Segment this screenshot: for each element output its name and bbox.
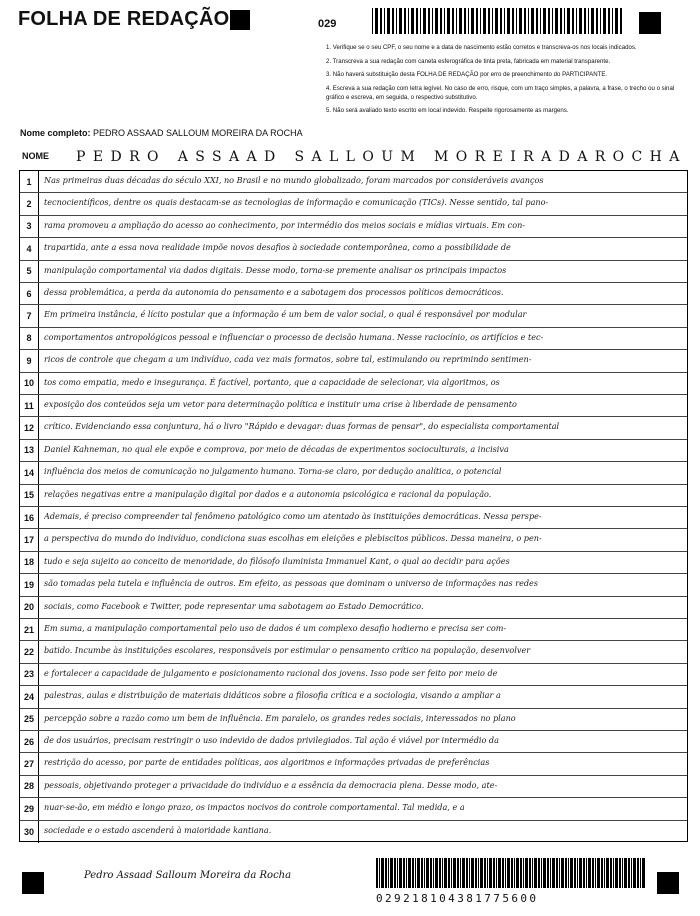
essay-line [20, 261, 687, 283]
essay-line [20, 641, 687, 663]
line-text: trapartida, ante a essa nova realidade impõe novos desafios à sociedade contemporânea, como a possibilidade de [44, 242, 511, 253]
line-text: comportamentos antropológicos pessoal e influenciar o processo de decisão humana. Nesse raciocínio, os artifícios e tec- [44, 331, 544, 342]
name-label: NOME [22, 151, 49, 161]
line-number: 7 [20, 305, 39, 326]
line-text: batido. Incumbe às instituições escolares, responsáveis por estimular o pensamento crítico na população, desenvolver [44, 645, 531, 656]
instructions-list [326, 43, 692, 120]
line-number: 22 [20, 641, 39, 662]
line-number: 30 [20, 821, 39, 843]
line-text: ricos de controle que chegam a um indivíduo, cada vez mais formatos, sobre tal, estimulando ou reprimindo sentimen- [44, 354, 532, 365]
line-number: 3 [20, 216, 39, 237]
handwritten-name: PEDRO ASSAAD SALLOUM MOREIRADAROCHA [76, 149, 687, 165]
line-text: dessa problemática, a perda da autonomia do pensamento e a sabotagem dos processos políticos democráticos. [44, 287, 504, 297]
line-text: são tomadas pela tutela e influência de outros. Em efeito, as pessoas que dominam o universo de informações nas redes [44, 578, 539, 589]
line-number: 18 [20, 552, 39, 573]
line-text: Em primeira instância, é lícito postular que a informação é um bem de valor social, o qual é responsável por modular [44, 309, 527, 320]
registration-mark-bottom-right [657, 872, 679, 894]
essay-line [20, 238, 687, 260]
essay-line [20, 731, 687, 753]
essay-line [20, 686, 687, 708]
line-text: sociedade e o estado ascenderá à maioridade kantiana. [44, 824, 272, 835]
essay-line [20, 328, 687, 350]
registration-mark-top-right [639, 12, 661, 34]
line-number: 17 [20, 529, 39, 550]
essay-line [20, 283, 687, 305]
registration-mark-top-left [230, 10, 250, 30]
line-text: influência dos meios de comunicação no julgamento humano. Torna-se claro, por dedução analítica, o potencial [44, 466, 502, 477]
line-text: Nas primeiras duas décadas do século XXI, no Brasil e no mundo globalizado, foram marcados por consideráveis avanços [44, 175, 544, 185]
line-text: percepção sobre a razão como um bem de influência. Em paralelo, os grandes redes sociais, interessados no plano [44, 712, 516, 723]
full-name-label: Nome completo: [20, 128, 91, 138]
line-number: 21 [20, 619, 39, 640]
essay-line [20, 440, 687, 462]
essay-line [20, 462, 687, 484]
essay-line [20, 417, 687, 439]
essay-line [20, 529, 687, 551]
instruction-item: 1. Verifique se o seu CPF, o seu nome e a data de nascimento estão corretos e transcreva-os nos locais indicados. [326, 44, 637, 51]
line-text: manipulação comportamental via dados digitais. Desse modo, torna-se premente analisar os principais impactos [44, 264, 507, 275]
line-number: 6 [20, 283, 39, 304]
instruction-item: 5. Não será avaliado texto escrito em local indevido. Respeite rigorosamente as margens. [326, 107, 569, 114]
line-number: 12 [20, 417, 39, 438]
sheet-number: 029 [318, 18, 337, 30]
line-text: pessoais, objetivando proteger a privacidade do indivíduo e a essência da democracia plena. Desse modo, ate- [44, 779, 498, 790]
essay-line [20, 305, 687, 327]
line-number: 23 [20, 664, 39, 685]
essay-line [20, 373, 687, 395]
essay-line [20, 664, 687, 686]
line-text: a perspectiva do mundo do indivíduo, condiciona suas escolhas em eleições e plebiscitos públicos. Dessa maneira, o pen- [44, 533, 542, 544]
barcode-number: 029218104381775600 [376, 892, 539, 905]
full-name-value: PEDRO ASSAAD SALLOUM MOREIRA DA ROCHA [93, 128, 303, 138]
instruction-item: 2. Transcreva a sua redação com caneta esferográfica de tinta preta, fabricada em material transparente. [326, 57, 611, 65]
line-text: nuar-se-ão, em médio e longo prazo, os impactos nocivos do controle comportamental. Tal medida, e a [44, 802, 465, 813]
line-number: 26 [20, 731, 39, 752]
essay-line [20, 619, 687, 641]
line-number: 11 [20, 395, 39, 416]
essay-line [20, 574, 687, 596]
line-number: 28 [20, 776, 39, 797]
line-text: tecnocientíficos, dentre os quais destacam-se as tecnologias de informação e comunicação (TICs). Nesse sentido, tal pano- [44, 197, 549, 208]
essay-lines-box [19, 170, 688, 842]
line-number: 25 [20, 709, 39, 730]
line-text: crítico. Evidenciando essa conjuntura, há o livro "Rápido e devagar: duas formas de pensar", do especialista comportamental [44, 421, 560, 432]
line-text: Em suma, a manipulação comportamental pelo uso de dados é um complexo desafio hodierno e precisa ser com- [44, 623, 507, 633]
line-text: Ademais, é preciso compreender tal fenômeno patológico como um atentado às instituições democráticas. Nessa perspe- [44, 511, 542, 521]
line-number: 27 [20, 753, 39, 774]
line-number: 15 [20, 485, 39, 506]
essay-line [20, 350, 687, 372]
page-title: FOLHA DE REDAÇÃO [18, 8, 230, 30]
essay-line [20, 709, 687, 731]
essay-line [20, 395, 687, 417]
essay-line [20, 798, 687, 820]
essay-line [20, 216, 687, 238]
line-number: 1 [20, 171, 39, 192]
line-number: 9 [20, 350, 39, 371]
line-number: 13 [20, 440, 39, 461]
instruction-item: 3. Não haverá substituição desta FOLHA DE REDAÇÃO por erro de preenchimento do PARTICIPANTE. [326, 71, 608, 78]
line-number: 8 [20, 328, 39, 349]
essay-line [20, 507, 687, 529]
line-text: e fortalecer a capacidade de julgamento e posicionamento racional dos jovens. Isso pode ser feito por meio de [44, 667, 498, 678]
line-number: 20 [20, 597, 39, 618]
line-text: de dos usuários, precisam restringir o uso indevido de dados privilegiados. Tal ação é viável por intermédio da [44, 735, 499, 745]
line-number: 4 [20, 238, 39, 259]
full-name-row [20, 128, 303, 138]
line-number: 29 [20, 798, 39, 819]
line-text: palestras, aulas e distribuição de materiais didáticos sobre a filosofia crítica e a sociologia, visando a ampliar a [44, 690, 501, 701]
top-barcode [372, 8, 624, 34]
line-number: 16 [20, 507, 39, 528]
essay-line [20, 193, 687, 215]
line-text: relações negativas entre a manipulação digital por dados e a autonomia psicológica e racional da população. [44, 488, 492, 499]
essay-line [20, 821, 687, 843]
line-text: exposição dos conteúdos seja um vetor para determinação política e instituir uma crise à liberdade de pensamento [44, 399, 517, 409]
line-number: 10 [20, 373, 39, 394]
line-number: 24 [20, 686, 39, 707]
line-text: tudo e seja sujeito ao conceito de menoridade, do filósofo iluminista Immanuel Kant, o qual ao decidir para ações [44, 555, 510, 566]
line-number: 2 [20, 193, 39, 214]
essay-line [20, 485, 687, 507]
registration-mark-bottom-left [22, 872, 44, 894]
instruction-item: 4. Escreva a sua redação com letra legível. No caso de erro, risque, com um traço simples, a palavra, a frase, o trecho ou o sinal gráfico e escreva, em seguida, o respectivo substitutivo. [326, 84, 675, 101]
essay-line [20, 552, 687, 574]
line-number: 19 [20, 574, 39, 595]
line-text: restrição do acesso, por parte de entidades políticas, aos algoritmos e informações privadas de preferências [44, 757, 490, 768]
essay-line [20, 171, 687, 193]
line-text: sociais, como Facebook e Twitter, pode representar uma sabotagem ao Estado Democrático. [44, 600, 424, 611]
line-text: rama promoveu a ampliação do acesso ao conhecimento, por intermédio dos meios sociais e mídias virtuais. Em con- [44, 219, 526, 230]
essay-line [20, 776, 687, 798]
line-number: 5 [20, 261, 39, 282]
essay-line [20, 597, 687, 619]
line-text: Daniel Kahneman, no qual ele expõe e comprova, por meio de décadas de experimentos socioculturais, a incisiva [44, 443, 509, 454]
signature: Pedro Assaad Salloum Moreira da Rocha [84, 870, 292, 881]
line-number: 14 [20, 462, 39, 483]
essay-line [20, 753, 687, 775]
line-text: tos como empatia, medo e insegurança. É factível, portanto, que a capacidade de selecionar, via algoritmos, os [44, 376, 500, 387]
bottom-barcode [376, 858, 648, 888]
